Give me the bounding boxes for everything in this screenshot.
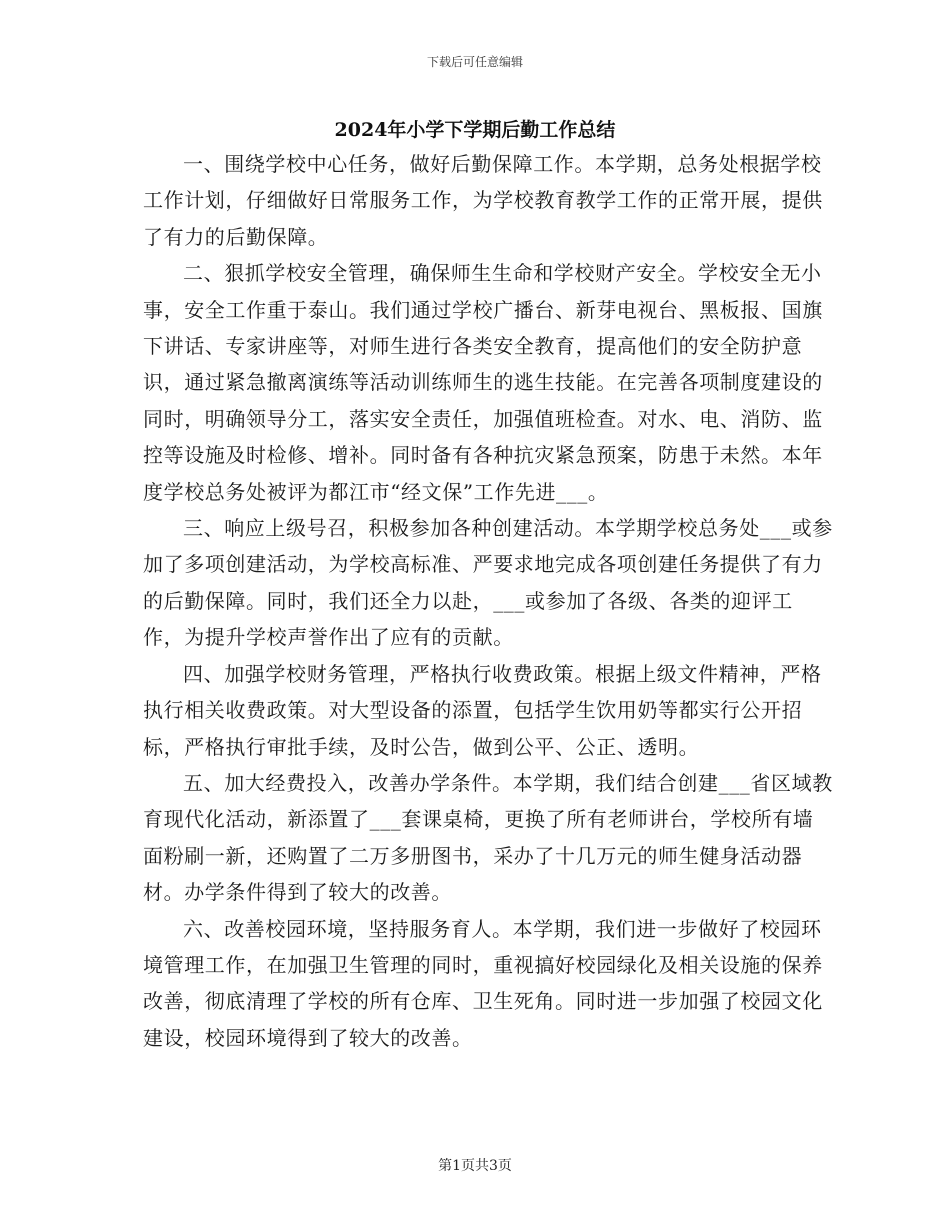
paragraph-5: 五、加大经费投入，改善办学条件。本学期，我们结合创建___省区域教育现代化活动，新添置了___套课桌椅，更换了所有老师讲台，学校所有墙面粉刷一新，还购置了二万多册图书，采办了十几万元的师生健身活动器材。办学条件得到了较大的改善。: [143, 770, 833, 905]
paragraph-3: 三、响应上级号召，积极参加各种创建活动。本学期学校总务处___或参加了多项创建活动，为学校高标准、严要求地完成各项创建任务提供了有力的后勤保障。同时，我们还全力以赴，___或参加了各级、各类的迎评工作，为提升学校声誉作出了应有的贡献。: [143, 516, 833, 650]
page-indicator: 第1页共3页: [438, 1158, 512, 1174]
paragraph-4: 四、加强学校财务管理，严格执行收费政策。根据上级文件精神，严格执行相关收费政策。对大型设备的添置，包括学生饮用奶等都实行公开招标，严格执行审批手续，及时公告，做到公平、公正、透明。: [143, 661, 822, 759]
paragraph-2: 二、狠抓学校安全管理，确保师生生命和学校财产安全。学校安全无小事，安全工作重于泰山。我们通过学校广播台、新芽电视台、黑板报、国旗下讲话、专家讲座等，对师生进行各类安全教育，提高他们的安全防护意识，通过紧急撤离演练等活动训练师生的逃生技能。在完善各项制度建设的同时，明确领导分工，落实安全责任，加强值班检查。对水、电、消防、监控等设施及时检修、增补。同时备有各种抗灾紧急预案，防患于未然。本年度学校总务处被评为都江市“经文保”工作先进___。: [143, 261, 823, 504]
document-title: 2024年小学下学期后勤工作总结: [334, 119, 616, 141]
paragraph-6: 六、改善校园环境，坚持服务育人。本学期，我们进一步做好了校园环境管理工作，在加强卫生管理的同时，重视搞好校园绿化及相关设施的保养改善，彻底清理了学校的所有仓库、卫生死角。同时进一步加强了校园文化建设，校园环境得到了较大的改善。: [143, 916, 823, 1050]
paragraph-1: 一、围绕学校中心任务，做好后勤保障工作。本学期，总务处根据学校工作计划，仔细做好日常服务工作，为学校教育教学工作的正常开展，提供了有力的后勤保障。: [143, 152, 823, 249]
header-note: 下载后可任意编辑: [426, 55, 523, 69]
document-body: [143, 146, 833, 1056]
